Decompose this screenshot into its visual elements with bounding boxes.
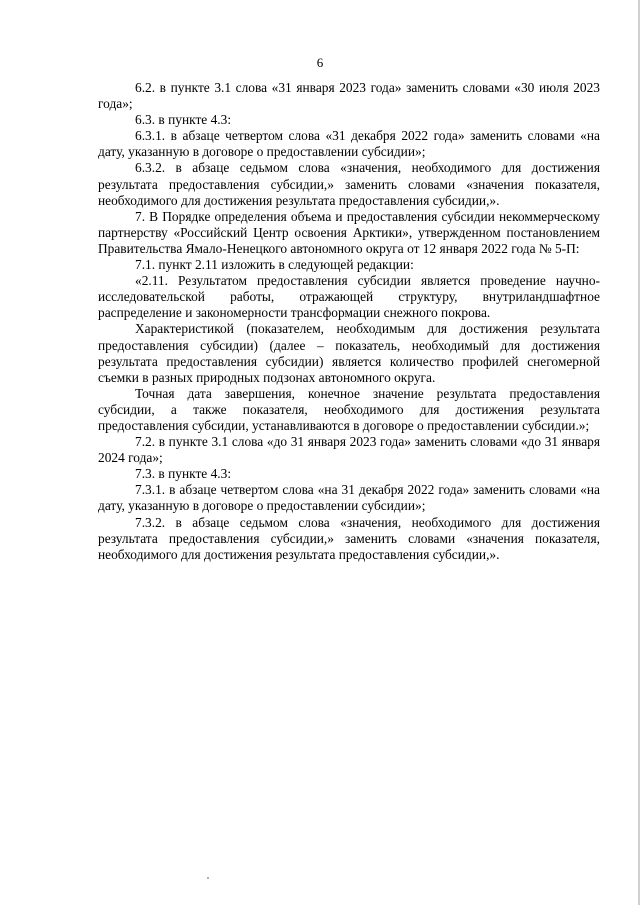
paragraph-completion-date: Точная дата завершения, конечное значение результата предоставления субсидии, а также показателя, необходимого для достижения результата предоставления субсидии, устанавливаются в договоре о предоставлении субсидии.»; xyxy=(98,385,600,433)
paragraph-6-2: 6.2. в пункте 3.1 слова «31 января 2023 года» заменить словами «30 июля 2023 года»; xyxy=(98,80,600,112)
paragraph-7-3: 7.3. в пункте 4.3: xyxy=(135,466,232,482)
paragraph-7-3-2: 7.3.2. в абзаце седьмом слова «значения, необходимого для достижения результата предоставления субсидии,» заменить словами «значения показателя, необходимого для достижения результата предоставления субсидии,». xyxy=(98,514,600,562)
paragraph-characteristic: Характеристикой (показателем, необходимым для достижения результата предоставления субсидии) (далее – показатель, необходимый для достижения результата предоставления субсидии) является количество профилей снегомерной съемки в разных природных подзонах автономного округа. xyxy=(98,321,600,385)
paragraph-2-11: «2.11. Результатом предоставления субсидии является проведение научно-исследовательской работы, отражающей структуру, внутриландшафтное распределение и закономерности трансформации снежного покрова. xyxy=(98,273,600,321)
paragraph-6-3: 6.3. в пункте 4.3: xyxy=(135,112,232,128)
paragraph-6-3-1: 6.3.1. в абзаце четвертом слова «31 декабря 2022 года» заменить словами «на дату, указанную в договоре о предоставлении субсидии»; xyxy=(98,128,600,160)
page-number: 6 xyxy=(316,55,324,70)
paragraph-6-3-2: 6.3.2. в абзаце седьмом слова «значения, необходимого для достижения результата предоставления субсидии,» заменить словами «значения показателя, необходимого для достижения результата предоставления субсидии,». xyxy=(98,160,600,208)
paragraph-7-2: 7.2. в пункте 3.1 слова «до 31 января 2023 года» заменить словами «до 31 января 2024 года»; xyxy=(98,434,600,466)
scan-dot xyxy=(207,877,209,879)
paragraph-7-1: 7.1. пункт 2.11 изложить в следующей редакции: xyxy=(135,257,414,273)
paragraph-7-3-1: 7.3.1. в абзаце четвертом слова «на 31 декабря 2022 года» заменить словами «на дату, указанную в договоре о предоставлении субсидии»; xyxy=(98,482,600,514)
paragraph-7: 7. В Порядке определения объема и предоставления субсидии некоммерческому партнерству «Российский Центр освоения Арктики», утвержденном постановлением Правительства Ямало-Ненецкого автономного округа от 12 января 2022 года № 5-П: xyxy=(98,208,600,256)
document-body xyxy=(98,80,600,563)
